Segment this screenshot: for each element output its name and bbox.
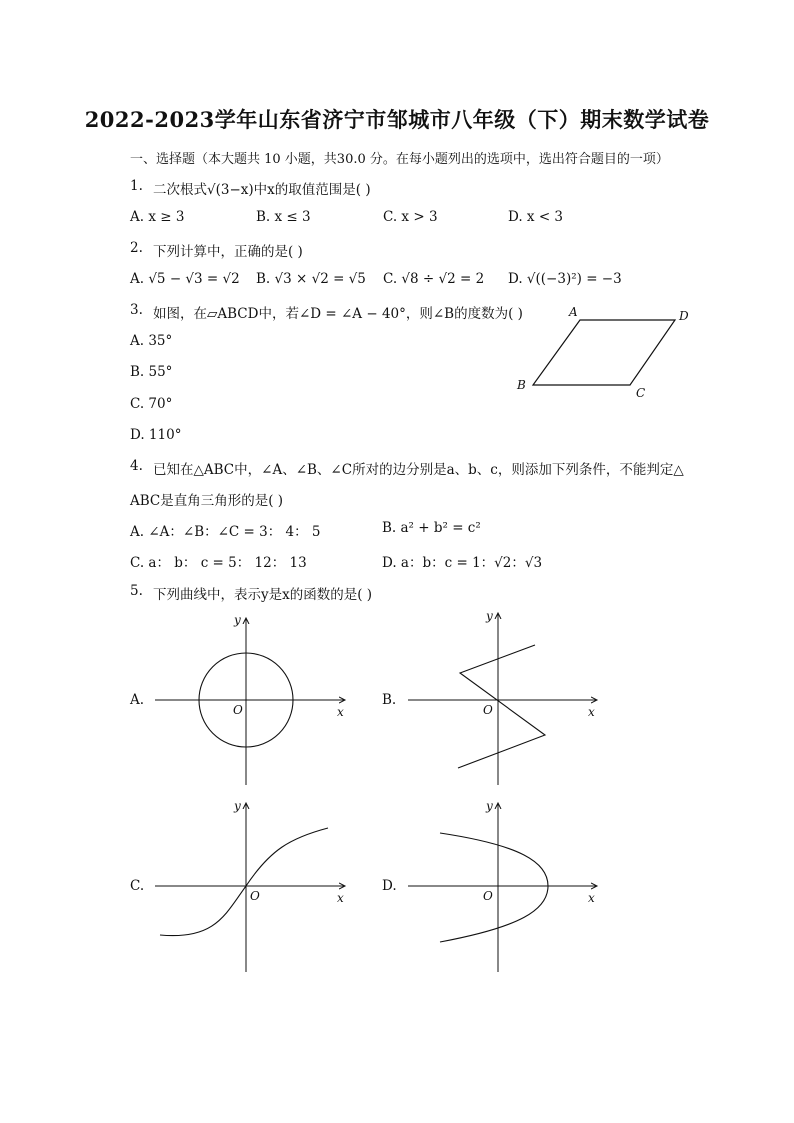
q2-number: 2. [130, 240, 143, 256]
q1-option-d: D. x < 3 [508, 209, 564, 225]
graph-b [408, 609, 597, 785]
q5-option-c-label: C. [130, 878, 145, 894]
q5-stem: 下列曲线中，表示y是x的函数的是( ) [153, 587, 373, 603]
graph-c-curve [160, 828, 328, 936]
q1-stem: 二次根式√(3−x)中x的取值范围是( ) [153, 182, 371, 198]
q2-option-d: D. √((−3)²) = −3 [508, 271, 622, 287]
graph-d-x-label: x [588, 891, 595, 905]
q4-option-c: C. a： b： c = 5： 12： 13 [130, 555, 307, 571]
q1-option-b: B. x ≤ 3 [256, 209, 311, 225]
page-title: 2022-2023学年山东省济宁市邹城市八年级（下）期末数学试卷 [84, 107, 710, 132]
q3-option-a: A. 35° [130, 333, 173, 349]
graph-c-y-label: y [234, 799, 241, 813]
q5-number: 5. [130, 583, 143, 599]
graph-b-curve [458, 645, 545, 768]
q4-stem-line1: 已知在△ABC中，∠A、∠B、∠C所对的边分别是a、b、c，则添加下列条件，不能判定△ [153, 462, 684, 478]
graph-b-y-label: y [486, 609, 493, 623]
graph-c-origin: O [250, 889, 260, 903]
section-header: 一、选择题（本大题共 10 小题，共30.0 分。在每小题列出的选项中，选出符合题目的一项） [130, 152, 669, 167]
q1-number: 1. [130, 178, 143, 194]
q2-stem: 下列计算中，正确的是( ) [153, 244, 303, 260]
q3-stem: 如图，在▱ABCD中，若∠D = ∠A − 40°，则∠B的度数为( ) [153, 306, 523, 322]
graph-c [155, 799, 345, 972]
vertex-label-c: C [636, 386, 646, 400]
q1-option-c: C. x > 3 [383, 209, 438, 225]
q2-option-a: A. √5 − √3 = √2 [130, 271, 240, 287]
graph-a [155, 613, 345, 785]
q2-option-c: C. √8 ÷ √2 = 2 [383, 271, 485, 287]
q3-option-b: B. 55° [130, 364, 173, 380]
graph-c-x-label: x [337, 891, 344, 905]
graph-d-origin: O [483, 889, 493, 903]
vertex-label-b: B [517, 378, 526, 392]
graph-b-x-label: x [588, 705, 595, 719]
graph-b-origin: O [483, 703, 493, 717]
graph-d [408, 799, 597, 972]
graph-a-x-label: x [337, 705, 344, 719]
q1-option-a: A. x ≥ 3 [130, 209, 185, 225]
q5-option-a-label: A. [130, 692, 145, 708]
graph-a-origin: O [233, 703, 243, 717]
q4-option-b: B. a² + b² = c² [382, 520, 481, 536]
q5-option-d-label: D. [382, 878, 397, 894]
q3-option-c: C. 70° [130, 396, 173, 412]
graph-a-y-label: y [234, 613, 241, 627]
vertex-label-d: D [679, 309, 689, 323]
graph-d-y-label: y [486, 799, 493, 813]
q2-option-b: B. √3 × √2 = √5 [256, 271, 366, 287]
q5-option-b-label: B. [382, 692, 397, 708]
q3-option-d: D. 110° [130, 427, 182, 443]
vertex-label-a: A [569, 305, 578, 319]
q4-option-d: D. a：b：c = 1：√2：√3 [382, 555, 543, 571]
graph-d-curve [440, 833, 548, 942]
q4-option-a: A. ∠A：∠B：∠C = 3： 4： 5 [130, 524, 321, 540]
q4-number: 4. [130, 458, 143, 474]
q3-number: 3. [130, 302, 143, 318]
q4-stem-line2: ABC是直角三角形的是( ) [130, 493, 284, 509]
